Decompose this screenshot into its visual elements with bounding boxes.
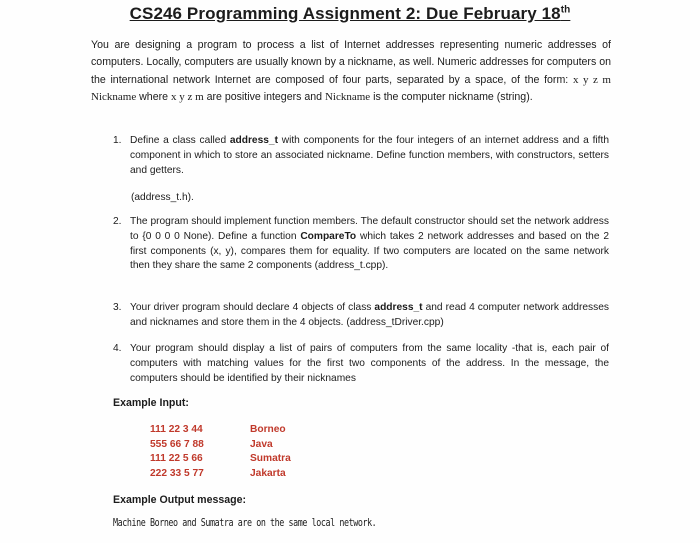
table-row: 555 66 7 88 Java <box>150 438 273 450</box>
intro-paragraph: You are designing a program to process a list of Internet addresses representing numeric addresses of computers. Locally, computers are usually known by a nickname, as well. Numeric addresses for computers on the international network Internet are composed of four parts, separated by a space, of the form: x y z m Nickname where x y z m are positive integers and Nickname is the computer nickname (string). <box>91 39 611 104</box>
example-input-table <box>150 423 330 481</box>
page-title: CS246 Programming Assignment 2: Due February 18th <box>129 4 571 23</box>
example-output-message: Machine Borneo and Sumatra are on the same local network. <box>113 518 377 529</box>
format-spec: x y z m Nickname <box>91 73 611 104</box>
format-nickname: Nickname <box>324 91 371 104</box>
table-row: 111 22 5 66 Sumatra <box>150 453 291 465</box>
format-vars: x y z m <box>170 91 204 104</box>
list-item-3: 3. Your driver program should declare 4 objects of class address_t and read 4 computer network addresses and nicknames and store them in the 4 objects. (address_tDriver.cpp) <box>113 302 609 328</box>
list-item-2: 2. The program should implement function members. The default constructor should set the network address to {0 0 0 0 None). Define a function CompareTo which takes 2 network addresses and based on the 2 first components (x, y), compares them for equality. If two computers are located on the same network then they share the same 2 components (address_t.cpp). <box>113 216 610 272</box>
list-item-4: 4. Your program should display a list of pairs of computers from the same locality -that is, each pair of computers with matching values for the first two components of the address. In the message, the computers should be identified by their nicknames <box>113 343 609 384</box>
item1-filename: (address_t.h). <box>131 192 194 203</box>
example-output-label: Example Output message: <box>113 494 247 506</box>
example-input-label: Example Input: <box>113 397 189 409</box>
table-row: 222 33 5 77 Jakarta <box>150 467 286 479</box>
table-row: 111 22 3 44 Borneo <box>150 424 286 435</box>
list-item-1: 1. Define a class called address_t with components for the four integers of an internet address and a fifth component in which to store an associated nickname. Define function members, with constructors, setters and getters. <box>113 135 609 176</box>
title-superscript: th <box>560 4 571 16</box>
